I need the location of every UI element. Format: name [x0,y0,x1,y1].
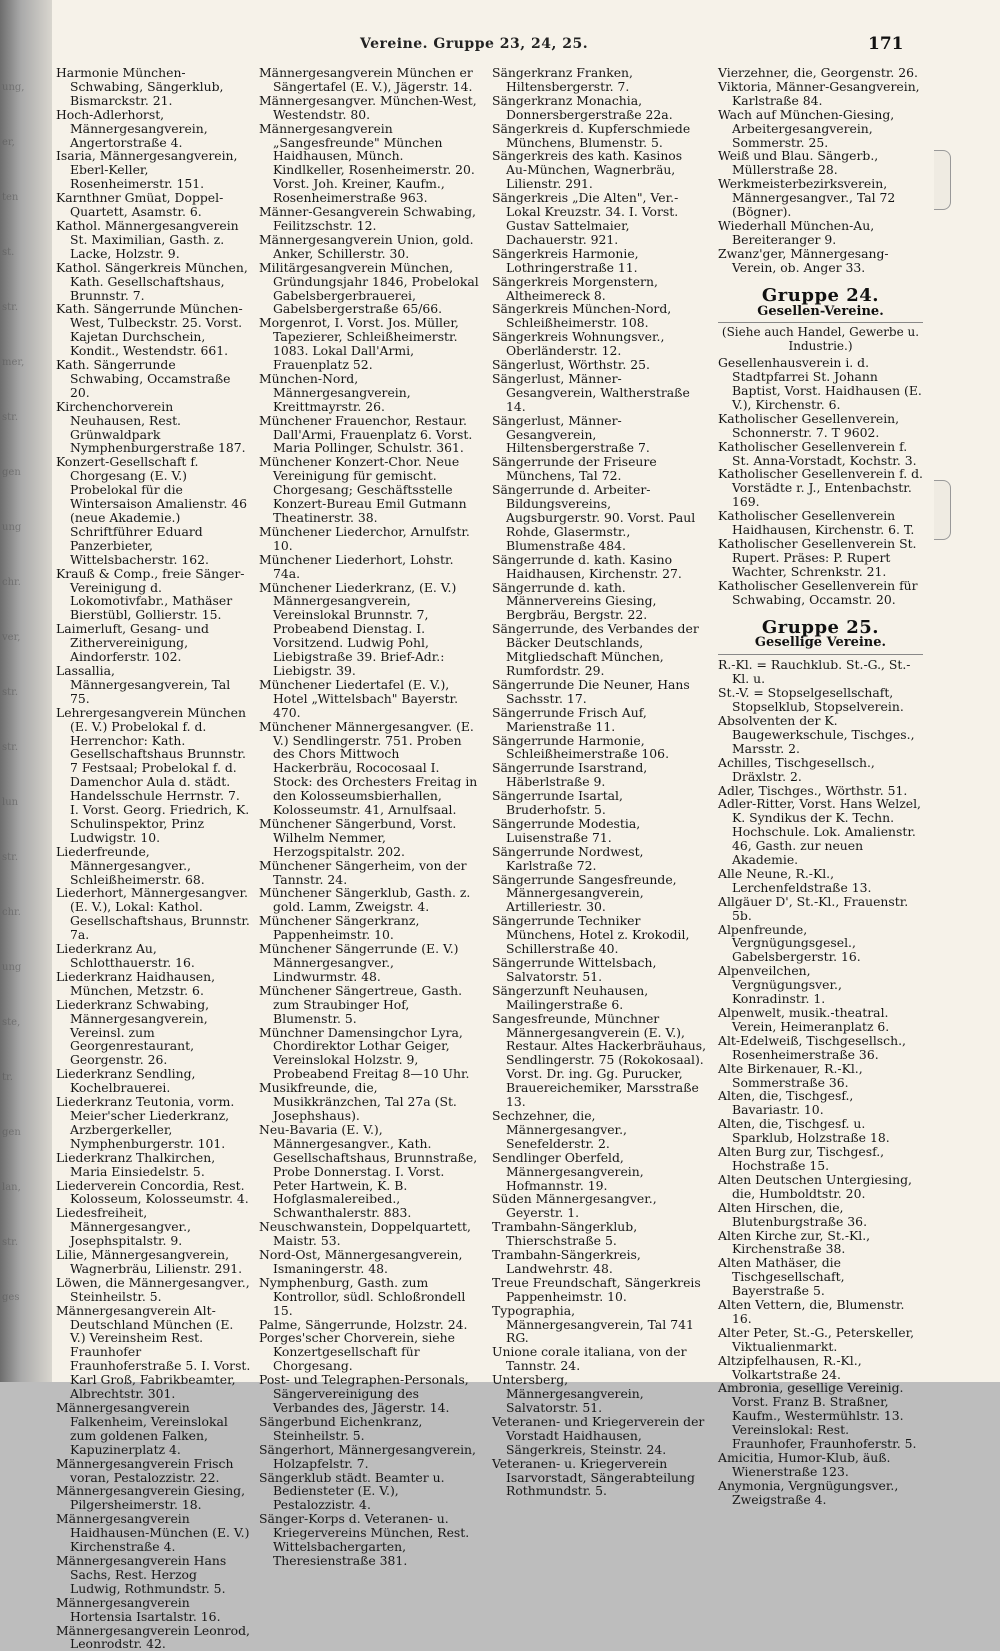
directory-entry: Männergesangverein Frisch voran, Pestalozzistr. 22. [56,1457,251,1485]
directory-entry: Alter Peter, St.-G., Peterskeller, Viktualienmarkt. [718,1326,923,1354]
column-2 [259,66,479,1568]
spine-text-fragment: st. [2,245,50,260]
left-page-spine [0,0,52,1382]
spine-text-fragment: ung [2,960,50,975]
directory-entry: Münchener Sängerklub, Gasth. z. gold. Lamm, Zweigstr. 4. [259,886,479,914]
directory-entry: Sängerrunde d. kath. Männervereins Giesing, Bergbräu, Bergstr. 22. [492,581,707,623]
directory-entry: Kath. Sängerrunde München-West, Tulbeckstr. 25. Vorst. Kajetan Durchschein, Kondit., Westendstr. 661. [56,302,251,358]
directory-entry: Alten, die, Tischgesf., Bavariastr. 10. [718,1089,923,1117]
directory-entry: Nymphenburg, Gasth. zum Kontrollor, südl. Schloßrondell 15. [259,1276,479,1318]
directory-entry: Sängerrunde Nordwest, Karlstraße 72. [492,845,707,873]
directory-entry: Münchener Sängerrunde (E. V.) Männergesangver., Lindwurmstr. 48. [259,942,479,984]
spine-text-fragment: ung [2,520,50,535]
directory-entry: Liederkranz Au, Schlotthauerstr. 16. [56,942,251,970]
spine-text-fragment: str. [2,300,50,315]
directory-entry: Adler, Tischges., Wörthstr. 51. [718,784,923,798]
spine-text-fragment: str. [2,410,50,425]
directory-entry: Männergesangverein Giesing, Pilgersheimerstr. 18. [56,1484,251,1512]
directory-entry: Porges'scher Chorverein, siehe Konzertgesellschaft für Chorgesang. [259,1331,479,1373]
page-header: Vereine. Gruppe 23, 24, 25. [360,36,588,52]
directory-entry: Sängerkreis d. Kupferschmiede Münchens, Blumenstr. 5. [492,122,707,150]
directory-entry: Liederkranz Sendling, Kochelbrauerei. [56,1067,251,1095]
directory-entry: Sängerrunde der Friseure Münchens, Tal 72. [492,455,707,483]
directory-entry: Sängerrunde Modestia, Luisenstraße 71. [492,817,707,845]
directory-entry: Wach auf München-Giesing, Arbeitergesangverein, Sommerstr. 25. [718,108,923,150]
directory-entry: Treue Freundschaft, Sängerkreis Pappenheimstr. 10. [492,1276,707,1304]
directory-entry: Kath. Sängerrunde Schwabing, Occamstraße 20. [56,358,251,400]
directory-entry: Sängerlust, Wörthstr. 25. [492,358,707,372]
directory-entry: Männergesangverein Falkenheim, Vereinslokal zum goldenen Falken, Kapuzinerplatz 4. [56,1401,251,1457]
directory-entry: Münchener Sängerbund, Vorst. Wilhelm Nemmer, Herzogspitalstr. 202. [259,817,479,859]
directory-entry: Alten Kirche zur, St.-Kl., Kirchenstraße 38. [718,1229,923,1257]
directory-entry: Sechzehner, die, Männergesangver., Senefelderstr. 2. [492,1109,707,1151]
directory-entry: Katholischer Gesellenverein St. Rupert. Präses: P. Rupert Wachter, Schrenkstr. 21. [718,537,923,579]
directory-entry: Sängerrunde Isartal, Bruderhofstr. 5. [492,789,707,817]
directory-entry: Katholischer Gesellenverein f. St. Anna-Vorstadt, Kochstr. 3. [718,440,923,468]
directory-entry: Post- und Telegraphen-Personals, Sängervereinigung des Verbandes des, Jägerstr. 14. [259,1373,479,1415]
directory-entry: Alten, die, Tischgesf. u. Sparklub, Holzstraße 18. [718,1117,923,1145]
directory-entry: Sängerrunde Techniker Münchens, Hotel z. Krokodil, Schillerstraße 40. [492,914,707,956]
directory-entry: Männergesangverein „Sangesfreunde" München Haidhausen, Münch. Kindlkeller, Rosenheimerstr. 20. Vorst. Joh. Kreiner, Kaufm., Rosenheimerstraße 963. [259,122,479,205]
directory-entry: Weiß und Blau. Sängerb., Müllerstraße 28. [718,149,923,177]
directory-entry: Sangesfreunde, Münchner Männergesangverein (E. V.), Restaur. Altes Hackerbräuhaus, Sendlingerstr. 75 (Rokokosaal). Vorst. Dr. ing. Gg. Purucker, Brauereichemiker, Marsstraße 13. [492,1012,707,1109]
directory-entry: Alt-Edelweiß, Tischgesellsch., Rosenheimerstraße 36. [718,1034,923,1062]
directory-entry: Kathol. Sängerkreis München, Kath. Gesellschaftshaus, Brunnstr. 7. [56,261,251,303]
directory-entry: Sendlinger Oberfeld, Männergesangverein, Hofmannstr. 19. [492,1151,707,1193]
directory-entry: Sängerrunde Wittelsbach, Salvatorstr. 51. [492,956,707,984]
directory-entry: Krauß & Comp., freie Sänger-Vereinigung d. Lokomotivfabr., Mathäser Bierstübl, Gollierstr. 15. [56,567,251,623]
directory-entry: Konzert-Gesellschaft f. Chorgesang (E. V.) Probelokal für die Wintersaison Amalienstr. 46 (neue Akademie.) Schriftführer Eduard Panzerbieter, Wittelsbacherstr. 162. [56,455,251,566]
directory-entry: Trambahn-Sängerkreis, Landwehrstr. 48. [492,1248,707,1276]
directory-entry: Alten Deutschen Untergiesing, die, Humboldtstr. 20. [718,1173,923,1201]
gruppe-24-note: (Siehe auch Handel, Gewerbe u. Industrie.) [718,326,923,354]
directory-entry: Sängerrunde d. kath. Kasino Haidhausen, Kirchenstr. 27. [492,553,707,581]
directory-entry: Hoch-Adlerhorst, Männergesangverein, Angertorstraße 4. [56,108,251,150]
directory-entry: Militärgesangverein München, Gründungsjahr 1846, Probelokal Gabelsbergerbrauerei, Gabelsbergerstraße 65/66. [259,261,479,317]
directory-entry: Lehrergesangverein München (E. V.) Probelokal f. d. Herrenchor: Kath. Gesellschaftshaus Brunnstr. 7 Festsaal; Probelokal f. d. Damenchor Aula d. städt. Handelsschule Herrnstr. 7. I. Vorst. Georg. Friedrich, K. Schulinspektor, Prinz Ludwigstr. 10. [56,706,251,845]
spine-text-fragment: str. [2,685,50,700]
directory-entry: Münchener Sängerkranz, Pappenheimstr. 10. [259,914,479,942]
directory-entry: Sängerkreis Wohnungsver., Oberländerstr. 12. [492,330,707,358]
directory-entry: Münchener Liederkranz, (E. V.) Männergesangverein, Vereinslokal Brunnstr. 7, Probeabend Dienstag. I. Vorsitzend. Ludwig Pohl, Liebigstraße 39. Brief-Adr.: Liebigstr. 39. [259,581,479,678]
directory-entry: Sängerkreis Morgenstern, Altheimereck 8. [492,275,707,303]
directory-entry: Veteranen- und Kriegerverein der Vorstadt Haidhausen, Sängerkreis, Steinstr. 24. [492,1415,707,1457]
directory-entry: Münchener Sängerheim, von der Tannstr. 24. [259,859,479,887]
directory-entry: Katholischer Gesellenverein, Schonnerstr. 7. T 9602. [718,412,923,440]
directory-entry: Alpenveilchen, Vergnügungsver., Konradinstr. 1. [718,964,923,1006]
spine-text-fragment: lun [2,795,50,810]
gruppe-25-legend [718,658,923,714]
divider [718,654,923,655]
directory-entry: Sängerlust, Männer-Gesangverein, Hiltensbergerstraße 7. [492,414,707,456]
directory-entry: Löwen, die Männergesangver., Steinheilstr. 5. [56,1276,251,1304]
directory-entry: Alte Birkenauer, R.-Kl., Sommerstraße 36. [718,1062,923,1090]
directory-entry: Absolventen der K. Baugewerkschule, Tischges., Marsstr. 2. [718,714,923,756]
directory-entry: Münchener Männergesangver. (E. V.) Sendlingerstr. 751. Proben des Chors Mittwoch Hackerbräu, Rococosaal I. Stock: des Orchesters Freitag in den Kolosseumsbierhallen, Kolosseumstr. 41, Arnulfsaal. [259,720,479,817]
abbreviation-legend: St.-V. = Stopselgesellschaft, Stopselklub, Stopselverein. [718,686,923,714]
directory-entry: Lilie, Männergesangverein, Wagnerbräu, Lilienstr. 291. [56,1248,251,1276]
spine-text-fragment: ten [2,190,50,205]
directory-entry: Amicitia, Humor-Klub, äuß. Wienerstraße 123. [718,1451,923,1479]
directory-entry: Männergesangver. München-West, Westendstr. 80. [259,94,479,122]
directory-entry: Sängerhort, Männergesangverein, Holzapfelstr. 7. [259,1443,479,1471]
directory-entry: Sängerrunde Sangesfreunde, Männergesangverein, Artilleriestr. 30. [492,873,707,915]
directory-entry: Veteranen- u. Kriegerverein Isarvorstadt, Sängerabteilung Rothmundstr. 5. [492,1457,707,1499]
spine-text-fragment: chr. [2,905,50,920]
directory-entry: Palme, Sängerrunde, Holzstr. 24. [259,1318,479,1332]
directory-entry: Musikfreunde, die, Musikkränzchen, Tal 27a (St. Josephshaus). [259,1081,479,1123]
directory-entry: Sängerzunft Neuhausen, Mailingerstraße 6. [492,984,707,1012]
directory-entry: Liederverein Concordia, Rest. Kolosseum, Kolosseumstr. 4. [56,1179,251,1207]
directory-entry: Isaria, Männergesangverein, Eberl-Keller, Rosenheimerstr. 151. [56,149,251,191]
directory-entry: Liedesfreiheit, Männergesangver., Josephspitalstr. 9. [56,1206,251,1248]
page-number: 171 [868,34,904,54]
directory-entry: Adler-Ritter, Vorst. Hans Welzel, K. Syndikus der K. Techn. Hochschule. Lok. Amalienstr. 46, Gasth. zur neuen Akademie. [718,797,923,867]
directory-entry: Männergesangverein Haidhausen-München (E. V.) Kirchenstraße 4. [56,1512,251,1554]
directory-entry: Münchener Konzert-Chor. Neue Vereinigung für gemischt. Chorgesang; Geschäftsstelle Konzert-Bureau Emil Gutmann Theatinerstr. 38. [259,455,479,525]
directory-entry: Harmonie München-Schwabing, Sängerklub, Bismarckstr. 21. [56,66,251,108]
directory-entry: Untersberg, Männergesangverein, Salvatorstr. 51. [492,1373,707,1415]
directory-entry: Liederkranz Teutonia, vorm. Meier'scher Liederkranz, Arzbergerkeller, Nymphenburgerstr. 101. [56,1095,251,1151]
gruppe-24-title: Gruppe 24. [718,289,923,303]
column-1 [56,66,251,1651]
spine-text-fragment: mer, [2,355,50,370]
column-4 [718,66,923,1507]
directory-entry: Sängerkranz Monachia, Donnersbergerstraße 22a. [492,94,707,122]
directory-entry: Sängerrunde Harmonie, Schleißheimerstraße 106. [492,734,707,762]
directory-entry: Kathol. Männergesangverein St. Maximilian, Gasth. z. Lacke, Holzstr. 9. [56,219,251,261]
spine-text-fragment: str. [2,850,50,865]
directory-entry: Sängerrunde Frisch Auf, Marienstraße 11. [492,706,707,734]
directory-entry: Kirchenchorverein Neuhausen, Rest. Grünwaldpark Nymphenburgerstraße 187. [56,400,251,456]
directory-entry: Münchner Damensingchor Lyra, Chordirektor Lothar Geiger, Vereinslokal Holzstr. 9, Probeabend Freitag 8—10 Uhr. [259,1026,479,1082]
abbreviation-legend: R.-Kl. = Rauchklub. St.-G., St.-Kl. u. [718,658,923,686]
spine-text-fragment: ver, [2,630,50,645]
directory-entry: Süden Männergesangver., Geyerstr. 1. [492,1192,707,1220]
directory-entry: Neuschwanstein, Doppelquartett, Maistr. 53. [259,1220,479,1248]
directory-entry: Alten Mathäser, die Tischgesellschaft, Bayerstraße 5. [718,1256,923,1298]
directory-entry: Vierzehner, die, Georgenstr. 26. [718,66,923,80]
directory-entry: Münchener Liedertafel (E. V.), Hotel „Wittelsbach" Bayerstr. 470. [259,678,479,720]
directory-entry: Typographia, Männergesangverein, Tal 741 RG. [492,1304,707,1346]
directory-entry: Alten Vettern, die, Blumenstr. 16. [718,1298,923,1326]
directory-entry: Sängerrunde, des Verbandes der Bäcker Deutschlands, Mitgliedschaft München, Rumfordstr. 29. [492,622,707,678]
directory-entry: Alten Burg zur, Tischgesf., Hochstraße 15. [718,1145,923,1173]
directory-entry: Liederfreunde, Männergesangver., Schleißheimerstr. 68. [56,845,251,887]
directory-entry: Unione corale italiana, von der Tannstr. 24. [492,1345,707,1373]
directory-entry: Lassallia, Männergesangverein, Tal 75. [56,664,251,706]
directory-entry: Männergesangverein Hortensia Isartalstr. 16. [56,1596,251,1624]
directory-entry: Sängerkreis München-Nord, Schleißheimerstr. 108. [492,302,707,330]
directory-entry: Sängerkreis des kath. Kasinos Au-München, Wagnerbräu, Lilienstr. 291. [492,149,707,191]
directory-entry: Sängerkreis „Die Alten", Ver.-Lokal Kreuzstr. 34. I. Vorst. Gustav Sattelmaier, Dachauerstr. 921. [492,191,707,247]
directory-entry: Münchener Liederchor, Arnulfstr. 10. [259,525,479,553]
divider [718,322,923,323]
directory-entry: Gesellenhausverein i. d. Stadtpfarrei St. Johann Baptist, Vorst. Haidhausen (E. V.), Kirchenstr. 6. [718,356,923,412]
directory-entry: Viktoria, Männer-Gesangverein, Karlstraße 84. [718,80,923,108]
directory-entry: Münchener Sängertreue, Gasth. zum Straubinger Hof, Blumenstr. 5. [259,984,479,1026]
directory-entry: Zwanz'ger, Männergesang-Verein, ob. Anger 33. [718,247,923,275]
directory-entry: Liederkranz Haidhausen, München, Metzstr. 6. [56,970,251,998]
binding-tab [934,150,951,210]
directory-entry: Achilles, Tischgesellsch., Dräxlstr. 2. [718,756,923,784]
spine-text-fragment: gen [2,1125,50,1140]
directory-entry: Katholischer Gesellenverein f. d. Vorstädte r. J., Entenbachstr. 169. [718,467,923,509]
directory-entry: Liederkranz Thalkirchen, Maria Einsiedelstr. 5. [56,1151,251,1179]
directory-entry: Sängerklub städt. Beamter u. Bediensteter (E. V.), Pestalozzistr. 4. [259,1471,479,1513]
directory-entry: Männergesangverein Alt-Deutschland München (E. V.) Vereinsheim Rest. Fraunhofer Fraunhoferstraße 5. I. Vorst. Karl Groß, Fabrikbeamter, Albrechtstr. 301. [56,1304,251,1401]
directory-entry: Katholischer Gesellenverein Haidhausen, Kirchenstr. 6. T. [718,509,923,537]
spine-text-fragment: ung, [2,80,50,95]
directory-entry: Karnthner Gmüat, Doppel-Quartett, Asamstr. 6. [56,191,251,219]
directory-entry: Sängerlust, Männer-Gesangverein, Waltherstraße 14. [492,372,707,414]
spine-text-fragment: str. [2,1235,50,1250]
directory-entry: Sängerkreis Harmonie, Lothringerstraße 11. [492,247,707,275]
directory-entry: Werkmeisterbezirksverein, Männergesangver., Tal 72 (Bögner). [718,177,923,219]
directory-entry: München-Nord, Männergesangverein, Kreittmayrstr. 26. [259,372,479,414]
directory-entry: Wiederhall München-Au, Bereiteranger 9. [718,219,923,247]
directory-entry: Altzipfelhausen, R.-Kl., Volkartstraße 24. [718,1354,923,1382]
directory-entry: Ambronia, gesellige Vereinig. Vorst. Franz B. Straßner, Kaufm., Westermühlstr. 13. Vereinslokal: Rest. Fraunhofer, Fraunhoferstr. 5. [718,1381,923,1451]
directory-entry: Sängerbund Eichenkranz, Steinheilstr. 5. [259,1415,479,1443]
directory-entry: Liederhort, Männergesangver. (E. V.), Lokal: Kathol. Gesellschaftshaus, Brunnstr. 7a. [56,886,251,942]
directory-entry: Alle Neune, R.-Kl., Lerchenfeldstraße 13. [718,867,923,895]
gruppe-25-title: Gruppe 25. [718,621,923,635]
gruppe-24-subtitle: Gesellen-Vereine. [718,305,923,319]
spine-text-fragment: er, [2,135,50,150]
directory-entry: Sängerrunde Die Neuner, Hans Sachsstr. 17. [492,678,707,706]
spine-text-fragment: ges [2,1290,50,1305]
directory-entry: Morgenrot, I. Vorst. Jos. Müller, Tapezierer, Schleißheimerstr. 1083. Lokal Dall'Armi, Frauenplatz 52. [259,316,479,372]
directory-entry: Sänger-Korps d. Veteranen- u. Kriegervereins München, Rest. Wittelsbachergarten, Theresienstraße 381. [259,1512,479,1568]
directory-entry: Männergesangverein Union, gold. Anker, Schillerstr. 30. [259,233,479,261]
spine-text-fragment: tr. [2,1070,50,1085]
directory-entry: Männergesangverein Hans Sachs, Rest. Herzog Ludwig, Rothmundstr. 5. [56,1554,251,1596]
directory-entry: Neu-Bavaria (E. V.), Männergesangver., Kath. Gesellschaftshaus, Brunnstraße, Probe Donnerstag. I. Vorst. Peter Hartwein, K. B. Hofglasmalereibed., Schwanthalerstr. 883. [259,1123,479,1220]
gruppe-25-subtitle: Gesellige Vereine. [718,636,923,650]
spine-text-fragment: lan, [2,1180,50,1195]
directory-entry: Trambahn-Sängerklub, Thierschstraße 5. [492,1220,707,1248]
directory-entry: Anymonia, Vergnügungsver., Zweigstraße 4. [718,1479,923,1507]
directory-entry: Alpenwelt, musik.-theatral. Verein, Heimeranplatz 6. [718,1006,923,1034]
directory-entry: Allgäuer D', St.-Kl., Frauenstr. 5b. [718,895,923,923]
directory-entry: Liederkranz Schwabing, Männergesangverein, Vereinsl. zum Georgenrestaurant, Georgenstr. 26. [56,998,251,1068]
directory-entry: Alten Hirschen, die, Blutenburgstraße 36. [718,1201,923,1229]
directory-entry: Laimerluft, Gesang- und Zithervereinigung, Aindorferstr. 102. [56,622,251,664]
directory-entry: Männer-Gesangverein Schwabing, Feilitzschstr. 12. [259,205,479,233]
directory-entry: Sängerrunde d. Arbeiter-Bildungsvereins, Augsburgerstr. 90. Vorst. Paul Rohde, Glasermstr., Blumenstraße 484. [492,483,707,553]
spine-text-fragment: gen [2,465,50,480]
directory-entry: Münchener Frauenchor, Restaur. Dall'Armi, Frauenplatz 6. Vorst. Maria Pollinger, Schulstr. 361. [259,414,479,456]
column-3 [492,66,707,1498]
directory-entry: Männergesangverein München er Sängertafel (E. V.), Jägerstr. 14. [259,66,479,94]
gruppe-24-list [718,356,923,606]
binding-tab [934,480,951,540]
spine-text-fragment: ste, [2,1015,50,1030]
gruppe-25-list [718,714,923,1507]
directory-entry: Sängerrunde Isarstrand, Häberlstraße 9. [492,761,707,789]
directory-entry: Münchener Liederhort, Lohstr. 74a. [259,553,479,581]
spine-text-fragment: str. [2,740,50,755]
directory-entry: Nord-Ost, Männergesangverein, Ismaningerstr. 48. [259,1248,479,1276]
column-4-top [718,66,923,275]
directory-entry: Sängerkranz Franken, Hiltensbergerstr. 7. [492,66,707,94]
directory-entry: Männergesangverein Leonrod, Leonrodstr. 42. [56,1624,251,1651]
directory-entry: Katholischer Gesellenverein für Schwabing, Occamstr. 20. [718,579,923,607]
spine-text-fragment: chr. [2,575,50,590]
directory-entry: Alpenfreunde, Vergnügungsgesel., Gabelsbergerstr. 16. [718,923,923,965]
